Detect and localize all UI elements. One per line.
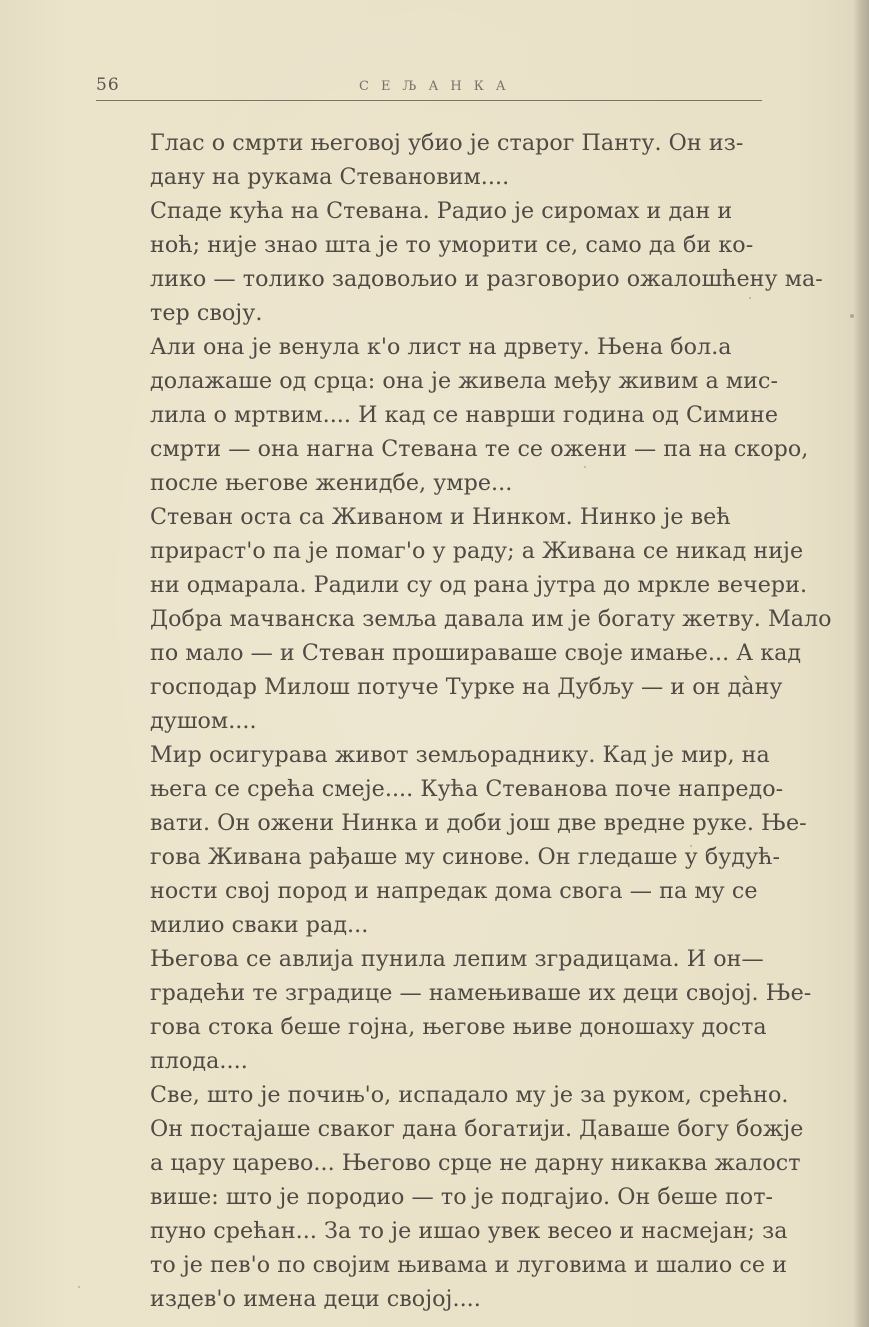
paper-speck xyxy=(584,466,586,468)
text-line: градећи те зградице — намењиваше их деци својој. Ње- xyxy=(150,980,812,1006)
paper-speck xyxy=(850,314,854,318)
text-line: Све, што је почињ'о, испадало му је за руком, срећно. xyxy=(150,1082,789,1108)
text-line: тер своју. xyxy=(150,300,263,326)
text-line: лила о мртвим.... И кад се наврши година од Симине xyxy=(150,402,779,428)
text-line: вати. Он ожени Нинка и доби још две вредне руке. Ње- xyxy=(150,810,807,836)
text-line: а цару царево... Његово срце не дарну никаква жалост xyxy=(150,1150,801,1176)
text-line: то је пев'о по својим њивама и луговима и шалио се и xyxy=(150,1252,788,1278)
paper-speck xyxy=(690,845,692,847)
text-line: прираст'о па је помаг'о у раду; а Живана се никад није xyxy=(150,538,804,564)
text-line: лико — толико задовољио и разговорио ожалошћену ма- xyxy=(150,266,823,292)
text-line: господар Милош потуче Турке на Дубљу — и он да̀ну xyxy=(150,674,783,700)
page-number: 56 xyxy=(96,75,120,95)
paragraph-4 xyxy=(96,500,832,738)
text-line: Али она је венула к'о лист на дрвету. Њена бол.а xyxy=(150,334,732,360)
text-line: гова стока беше гојна, његове њиве доношаху доста xyxy=(150,1014,767,1040)
text-line: душом.... xyxy=(150,708,257,734)
text-line: долажаше од срца: она је живела међу живим а мис- xyxy=(150,368,779,394)
paragraph-1 xyxy=(96,126,762,194)
text-line: издев'о имена деци својој.... xyxy=(150,1286,481,1312)
text-line: гова Живана рађаше му синове. Он гледаше у будућ- xyxy=(150,844,781,870)
text-line: ни одмарала. Радили су од рана јутра до мркле вечери. xyxy=(150,572,808,598)
text-line: Добра мачванска земља давала им је богату жетву. Мало xyxy=(150,606,832,632)
text-line: Стеван оста са Живаном и Нинком. Нинко је већ xyxy=(150,504,731,530)
paragraph-3 xyxy=(96,330,809,500)
paragraph-6 xyxy=(96,942,812,1078)
paper-speck xyxy=(749,297,751,299)
text-line: више: што је породио — то је подгајио. Он беше пот- xyxy=(150,1184,774,1210)
paragraph-5 xyxy=(96,738,807,942)
text-line: Мир осигурава живот земљораднику. Кад је мир, на xyxy=(150,742,770,768)
text-line: Спаде кућа на Стевана. Радио је сиромах и дан и xyxy=(150,198,733,224)
text-line: Глас о смрти његовој убио је старог Панту. Он из- xyxy=(150,130,744,156)
text-line: по мало — и Стеван прошираваше своје имање... А кад xyxy=(150,640,802,666)
text-line: ноћ; није знао шта је то уморити се, само да би ко- xyxy=(150,232,754,258)
page-edge-shadow xyxy=(853,0,869,1327)
running-head: СЕЉАНКА xyxy=(359,79,518,94)
text-line: пуно срећан... За то је ишао увек весео и насмејан; за xyxy=(150,1218,788,1244)
page-header xyxy=(96,74,762,101)
text-line: ности свој пород и напредак дома свога — па му се xyxy=(150,878,758,904)
paper-speck xyxy=(78,1286,80,1288)
body-text xyxy=(96,126,832,1316)
text-line: дану на рукама Стевановим.... xyxy=(150,164,510,190)
text-line: Његова се авлија пунила лепим зградицама. И он— xyxy=(150,946,764,972)
paragraph-7 xyxy=(96,1078,804,1316)
text-line: плода.... xyxy=(150,1048,248,1074)
text-line: милио сваки рад... xyxy=(150,912,369,938)
text-line: после његове женидбе, умре... xyxy=(150,470,513,496)
text-line: смрти — она нагна Стевана те се ожени — па на скоро, xyxy=(150,436,809,462)
text-line: Он постајаше сваког дана богатији. Даваше богу божје xyxy=(150,1116,804,1142)
paragraph-2 xyxy=(96,194,823,330)
text-line: њега се срећа смеје.... Кућа Стеванова поче напредо- xyxy=(150,776,784,802)
